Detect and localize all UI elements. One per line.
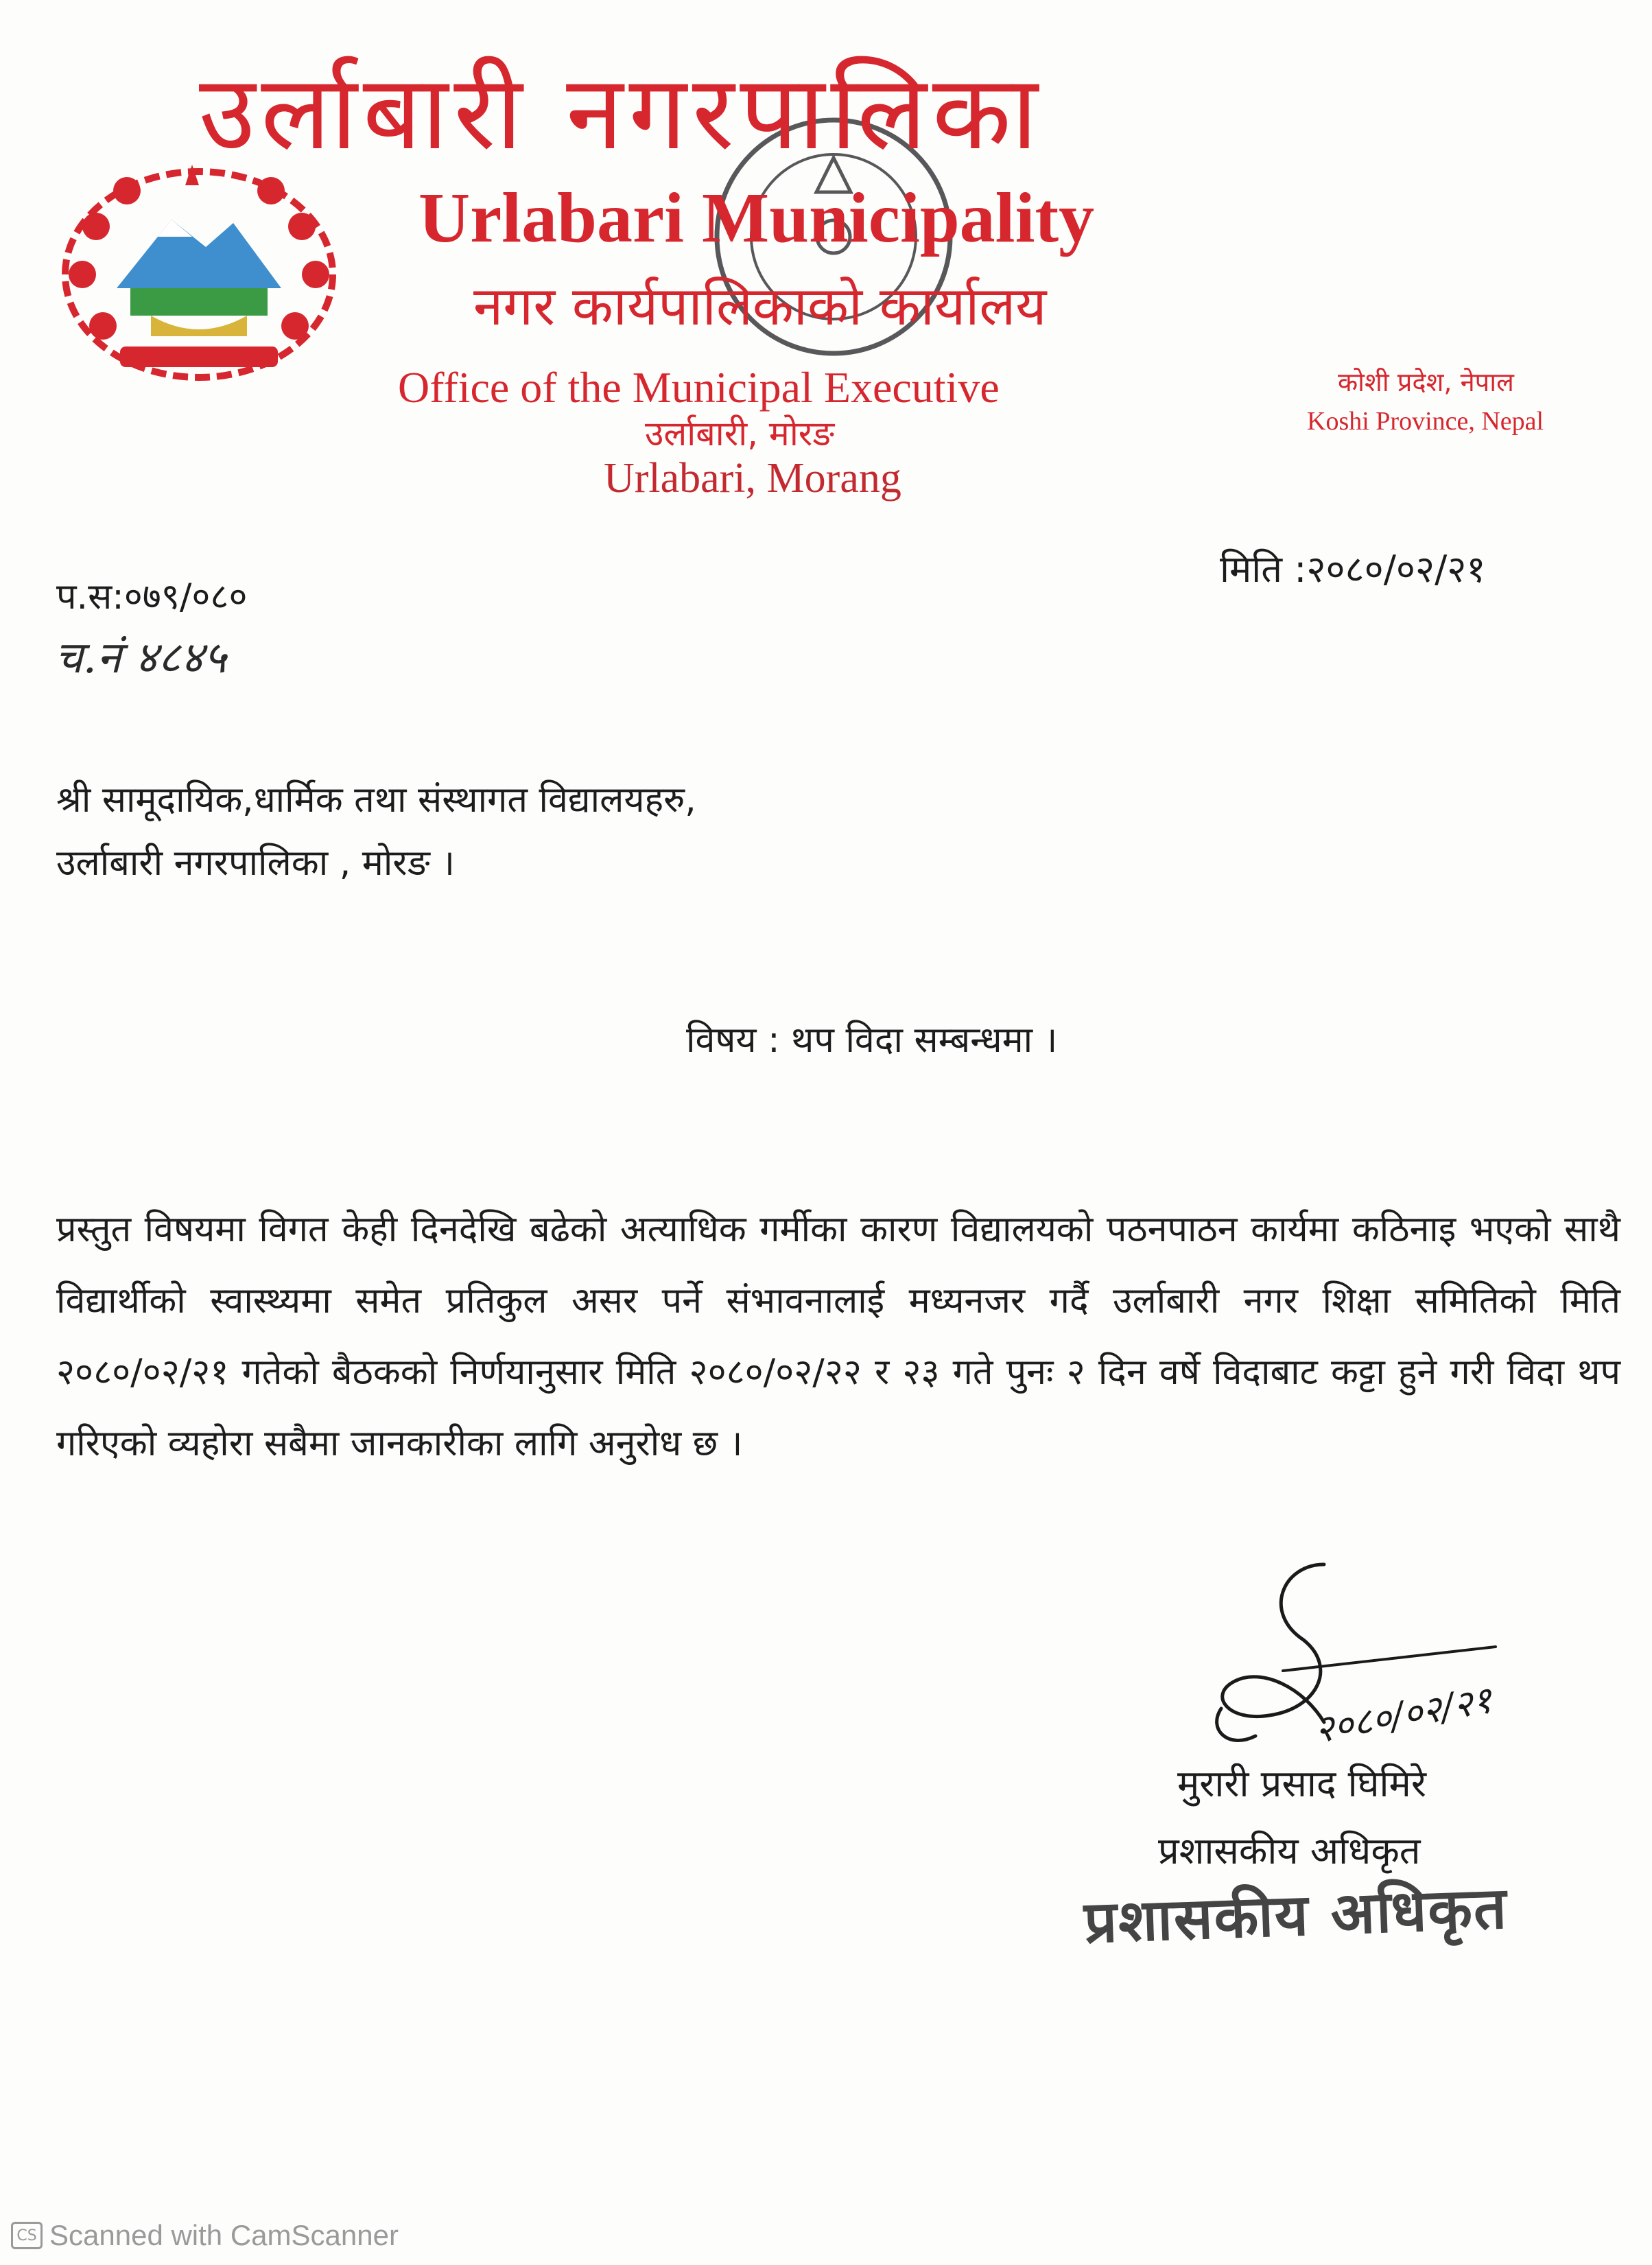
- municipality-title-english: Urlabari Municipality: [418, 178, 1095, 257]
- municipality-title-nepali: उर्लाबारी नगरपालिका: [199, 54, 1043, 173]
- nepal-emblem-icon: [55, 158, 343, 391]
- recipient-line-2: उर्लाबारी नगरपालिका , मोरङ ।: [56, 843, 455, 884]
- letter-subject: विषय : थप विदा सम्बन्धमा ।: [686, 1020, 1058, 1061]
- dispatch-number: च.नं ४८४५: [55, 633, 226, 683]
- province-nepali: कोशी प्रदेश, नेपाल: [1338, 367, 1514, 397]
- address-english: Urlabari, Morang: [604, 455, 901, 502]
- scanner-watermark-text: Scanned with CamScanner: [49, 2219, 399, 2251]
- letter-body: प्रस्तुत विषयमा विगत केही दिनदेखि बढेको अत्याधिक गर्मीका कारण विद्यालयको पठनपाठन कार्यमा कठिनाइ भएको साथै विद्यार्थीको स्वास्थ्यमा समेत प्रतिकुल असर पर्ने संभावनालाई मध्यनजर गर्दै उर्लाबारी नगर शिक्षा समितिको मिति २०८०/०२/२१ गतेको बैठकको निर्णयानुसार मिति २०८०/०२/२२ र २३ गते पुनः २ दिन वर्षे विदाबाट कट्टा हुने गरी विदा थप गरिएको व्यहोरा सबैमा जानकारीका लागि अनुरोध छ ।: [56, 1209, 1620, 1464]
- signatory-name: मुरारी प्रसाद घिमिरे: [1177, 1762, 1426, 1805]
- signature-date: २०८०/०२/२१: [1311, 1678, 1496, 1752]
- province-english: Koshi Province, Nepal: [1307, 407, 1544, 436]
- letter-date: मिति :२०८०/०२/२१: [1220, 548, 1486, 591]
- designation-stamp: प्रशासकीय अधिकृत: [1083, 1874, 1509, 1956]
- recipient-line-1: श्री सामूदायिक,धार्मिक तथा संस्थागत विद्यालयहरु,: [56, 779, 696, 821]
- reference-number: प.स:०७९/०८०: [56, 576, 248, 618]
- address-nepali: उर्लाबारी, मोरङ: [645, 414, 835, 454]
- camscanner-logo-icon: CS: [11, 2222, 43, 2249]
- signatory-title: प्रशासकीय अधिकृत: [1158, 1829, 1421, 1873]
- handwritten-signature: [1166, 1551, 1550, 1777]
- scanner-watermark: [0, 2215, 399, 2256]
- office-title-english: Office of the Municipal Executive: [398, 363, 1000, 412]
- office-title-nepali: नगर कार्यपालिकाको कार्यालय: [473, 276, 1047, 338]
